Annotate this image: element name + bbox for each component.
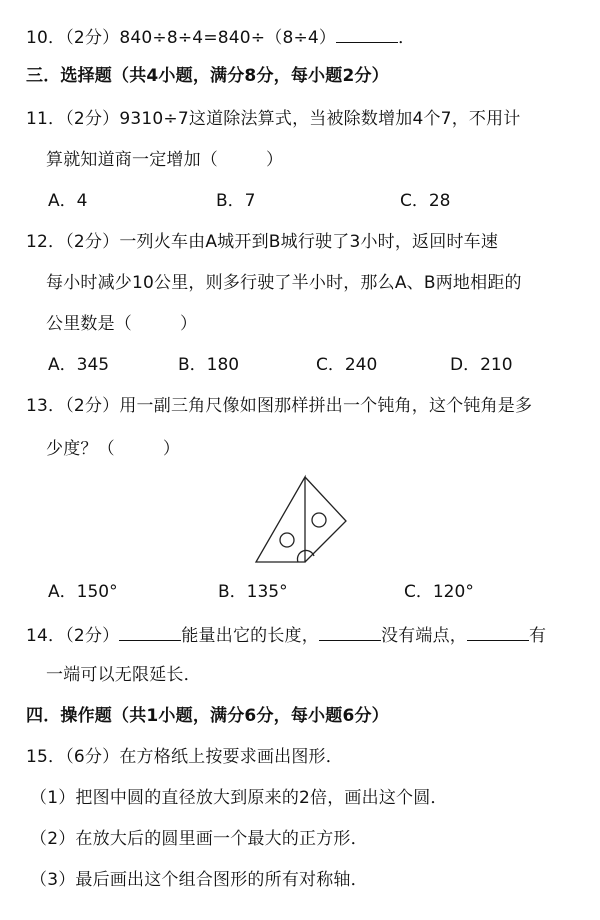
question-13-line-2: 少度？（ ） [46, 439, 181, 459]
answer-blank-1[interactable] [119, 622, 181, 641]
question-11-line-1: 11．（2分）9310÷7这道除法算式，当被除数增加4个7，不用计 [26, 109, 521, 129]
option-c[interactable]: C．28 [400, 191, 451, 211]
answer-blank-3[interactable] [467, 622, 529, 641]
section-4-heading: 四．操作题（共1小题，满分6分，每小题6分） [26, 706, 389, 726]
option-a[interactable]: A．4 [48, 191, 88, 211]
option-a[interactable]: A．150° [48, 582, 118, 602]
answer-blank[interactable] [336, 24, 398, 43]
question-15-item-3: （3）最后画出这个组合图形的所有对称轴． [30, 870, 368, 890]
question-15-line-1: 15．（6分）在方格纸上按要求画出图形． [26, 747, 343, 767]
option-c[interactable]: C．240 [316, 355, 378, 375]
option-b[interactable]: B．135° [218, 582, 288, 602]
question-12-line-2: 每小时减少10公里，则多行驶了半小时，那么A、B两地相距的 [46, 273, 522, 293]
question-13-line-1: 13．（2分）用一副三角尺像如图那样拼出一个钝角，这个钝角是多 [26, 396, 533, 416]
question-11-line-2: 算就知道商一定增加（ ） [46, 150, 284, 170]
answer-blank-2[interactable] [319, 622, 381, 641]
option-a[interactable]: A．345 [48, 355, 110, 375]
option-d[interactable]: D．210 [450, 355, 513, 375]
question-15-item-1: （1）把图中圆的直径放大到原来的2倍，画出这个圆． [30, 788, 448, 808]
question-14-line-2: 一端可以无限延长． [46, 665, 201, 685]
option-c[interactable]: C．120° [404, 582, 474, 602]
question-12-line-3: 公里数是（ ） [46, 314, 198, 334]
option-b[interactable]: B．7 [216, 191, 256, 211]
option-b[interactable]: B．180 [178, 355, 240, 375]
question-12-line-1: 12．（2分）一列火车由A城开到B城行驶了3小时，返回时车速 [26, 232, 499, 252]
question-10: 10．（2分）840÷8÷4=840÷（8÷4） ． [26, 24, 415, 50]
section-3-heading: 三．选择题（共4小题，满分8分，每小题2分） [26, 66, 389, 86]
question-10-text: 10．（2分）840÷8÷4=840÷（8÷4） [26, 28, 337, 48]
set-squares-figure [250, 472, 355, 567]
question-15-item-2: （2）在放大后的圆里画一个最大的正方形． [30, 829, 368, 849]
question-14-line-1: 14．（2分） 能量出它的长度， 没有端点， 有 [26, 622, 546, 648]
